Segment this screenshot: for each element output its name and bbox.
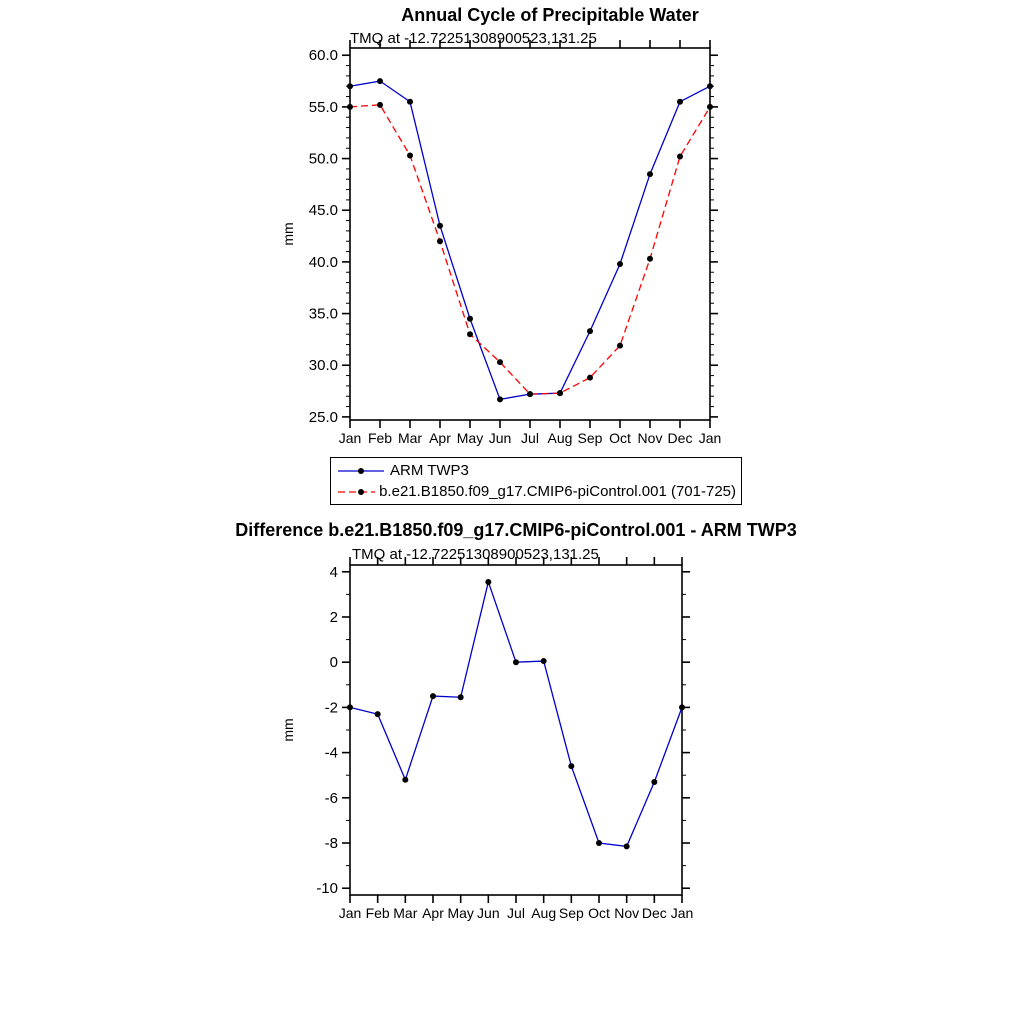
data-point-marker bbox=[497, 396, 503, 402]
data-point-marker bbox=[467, 331, 473, 337]
data-point-marker bbox=[617, 343, 623, 349]
legend-item-model bbox=[336, 481, 736, 502]
data-point-marker bbox=[677, 154, 683, 160]
x-tick-label: Oct bbox=[588, 905, 610, 921]
data-point-marker bbox=[624, 843, 630, 849]
data-point-marker bbox=[467, 316, 473, 322]
data-point-marker bbox=[568, 763, 574, 769]
difference-yaxis-label: mm bbox=[280, 718, 296, 742]
x-tick-label: Sep bbox=[558, 905, 584, 921]
y-tick-label: -10 bbox=[316, 880, 338, 898]
legend-sample-marker bbox=[358, 489, 364, 495]
x-tick-label: Jan bbox=[670, 905, 694, 921]
x-tick-label: Jan bbox=[698, 430, 722, 446]
difference-title: Difference b.e21.B1850.f09_g17.CMIP6-piControl.001 - ARM TWP3 bbox=[235, 520, 797, 540]
x-tick-label: Jul bbox=[507, 905, 525, 921]
y-tick-label: 55.0 bbox=[308, 98, 338, 116]
legend-sample-marker bbox=[358, 468, 364, 474]
y-tick-label: 60.0 bbox=[308, 47, 338, 65]
x-tick-label: Feb bbox=[365, 905, 390, 921]
data-point-marker bbox=[347, 104, 353, 110]
legend-box bbox=[330, 457, 742, 505]
x-tick-label: Nov bbox=[637, 430, 663, 446]
data-point-marker bbox=[485, 579, 491, 585]
data-point-marker bbox=[679, 704, 685, 710]
y-tick-label: 45.0 bbox=[308, 202, 338, 220]
legend-line-sample-obs bbox=[336, 464, 386, 478]
data-point-marker bbox=[377, 78, 383, 84]
y-tick-label: -6 bbox=[324, 789, 338, 807]
difference-subtitle: TMQ at -12.72251308900523,131.25 bbox=[352, 546, 599, 563]
data-point-marker bbox=[557, 390, 563, 396]
data-point-marker bbox=[407, 152, 413, 158]
y-tick-label: 25.0 bbox=[308, 408, 338, 426]
data-point-marker bbox=[375, 711, 381, 717]
data-point-marker bbox=[430, 693, 436, 699]
annual-cycle-title: Annual Cycle of Precipitable Water bbox=[401, 5, 699, 25]
y-tick-label: 35.0 bbox=[308, 305, 338, 323]
x-tick-label: Sep bbox=[577, 430, 603, 446]
x-tick-label: Jul bbox=[521, 430, 539, 446]
plot-frame bbox=[350, 565, 682, 895]
annual-cycle-plot bbox=[309, 40, 721, 446]
y-tick-label: 40.0 bbox=[308, 253, 338, 271]
x-tick-label: Apr bbox=[429, 430, 451, 446]
data-point-marker bbox=[541, 658, 547, 664]
x-tick-label: Mar bbox=[393, 905, 418, 921]
data-point-marker bbox=[347, 83, 353, 89]
x-tick-label: Dec bbox=[641, 905, 667, 921]
data-point-marker bbox=[402, 777, 408, 783]
y-tick-label: 50.0 bbox=[308, 150, 338, 168]
data-point-marker bbox=[497, 359, 503, 365]
data-point-marker bbox=[587, 375, 593, 381]
data-point-marker bbox=[707, 104, 713, 110]
annual-cycle-yaxis-label: mm bbox=[280, 222, 296, 246]
data-point-marker bbox=[647, 171, 653, 177]
series-line-obs bbox=[350, 81, 710, 399]
data-point-marker bbox=[437, 238, 443, 244]
x-tick-label: Jun bbox=[488, 430, 512, 446]
data-point-marker bbox=[407, 99, 413, 105]
data-point-marker bbox=[596, 840, 602, 846]
data-point-marker bbox=[707, 83, 713, 89]
legend-item-obs bbox=[336, 460, 736, 481]
legend-line-sample-model bbox=[336, 485, 375, 499]
difference-plot bbox=[316, 557, 693, 921]
x-tick-label: Nov bbox=[614, 905, 640, 921]
data-point-marker bbox=[677, 99, 683, 105]
x-tick-label: May bbox=[447, 905, 474, 921]
x-tick-label: Jun bbox=[477, 905, 500, 921]
data-point-marker bbox=[458, 694, 464, 700]
x-tick-label: Jan bbox=[338, 430, 362, 446]
series-line-model bbox=[350, 105, 710, 394]
data-point-marker bbox=[527, 391, 533, 397]
x-tick-label: Mar bbox=[397, 430, 423, 446]
x-tick-label: Aug bbox=[531, 905, 557, 921]
y-tick-label: 4 bbox=[329, 563, 338, 581]
data-point-marker bbox=[587, 328, 593, 334]
data-point-marker bbox=[347, 704, 353, 710]
data-point-marker bbox=[651, 779, 657, 785]
data-point-marker bbox=[617, 261, 623, 267]
y-tick-label: 30.0 bbox=[308, 357, 338, 375]
legend-label-model: b.e21.B1850.f09_g17.CMIP6-piControl.001 (701-725) bbox=[379, 483, 736, 500]
x-tick-label: Oct bbox=[609, 430, 631, 446]
legend-label-obs: ARM TWP3 bbox=[390, 462, 469, 479]
data-point-marker bbox=[377, 102, 383, 108]
x-tick-label: Dec bbox=[667, 430, 693, 446]
y-tick-label: -4 bbox=[324, 744, 338, 762]
plot-frame bbox=[350, 48, 710, 420]
x-tick-label: Feb bbox=[367, 430, 393, 446]
data-point-marker bbox=[513, 659, 519, 665]
x-tick-label: Apr bbox=[422, 905, 444, 921]
y-tick-label: -8 bbox=[324, 835, 338, 853]
y-tick-label: 0 bbox=[329, 654, 338, 672]
series-line-model-minus-obs bbox=[350, 582, 682, 846]
x-tick-label: Jan bbox=[338, 905, 362, 921]
data-point-marker bbox=[647, 256, 653, 262]
data-point-marker bbox=[437, 223, 443, 229]
x-tick-label: May bbox=[456, 430, 484, 446]
y-tick-label: 2 bbox=[329, 608, 338, 626]
annual-cycle-subtitle: TMQ at -12.72251308900523,131.25 bbox=[350, 30, 597, 47]
x-tick-label: Aug bbox=[547, 430, 573, 446]
y-tick-label: -2 bbox=[324, 699, 338, 717]
